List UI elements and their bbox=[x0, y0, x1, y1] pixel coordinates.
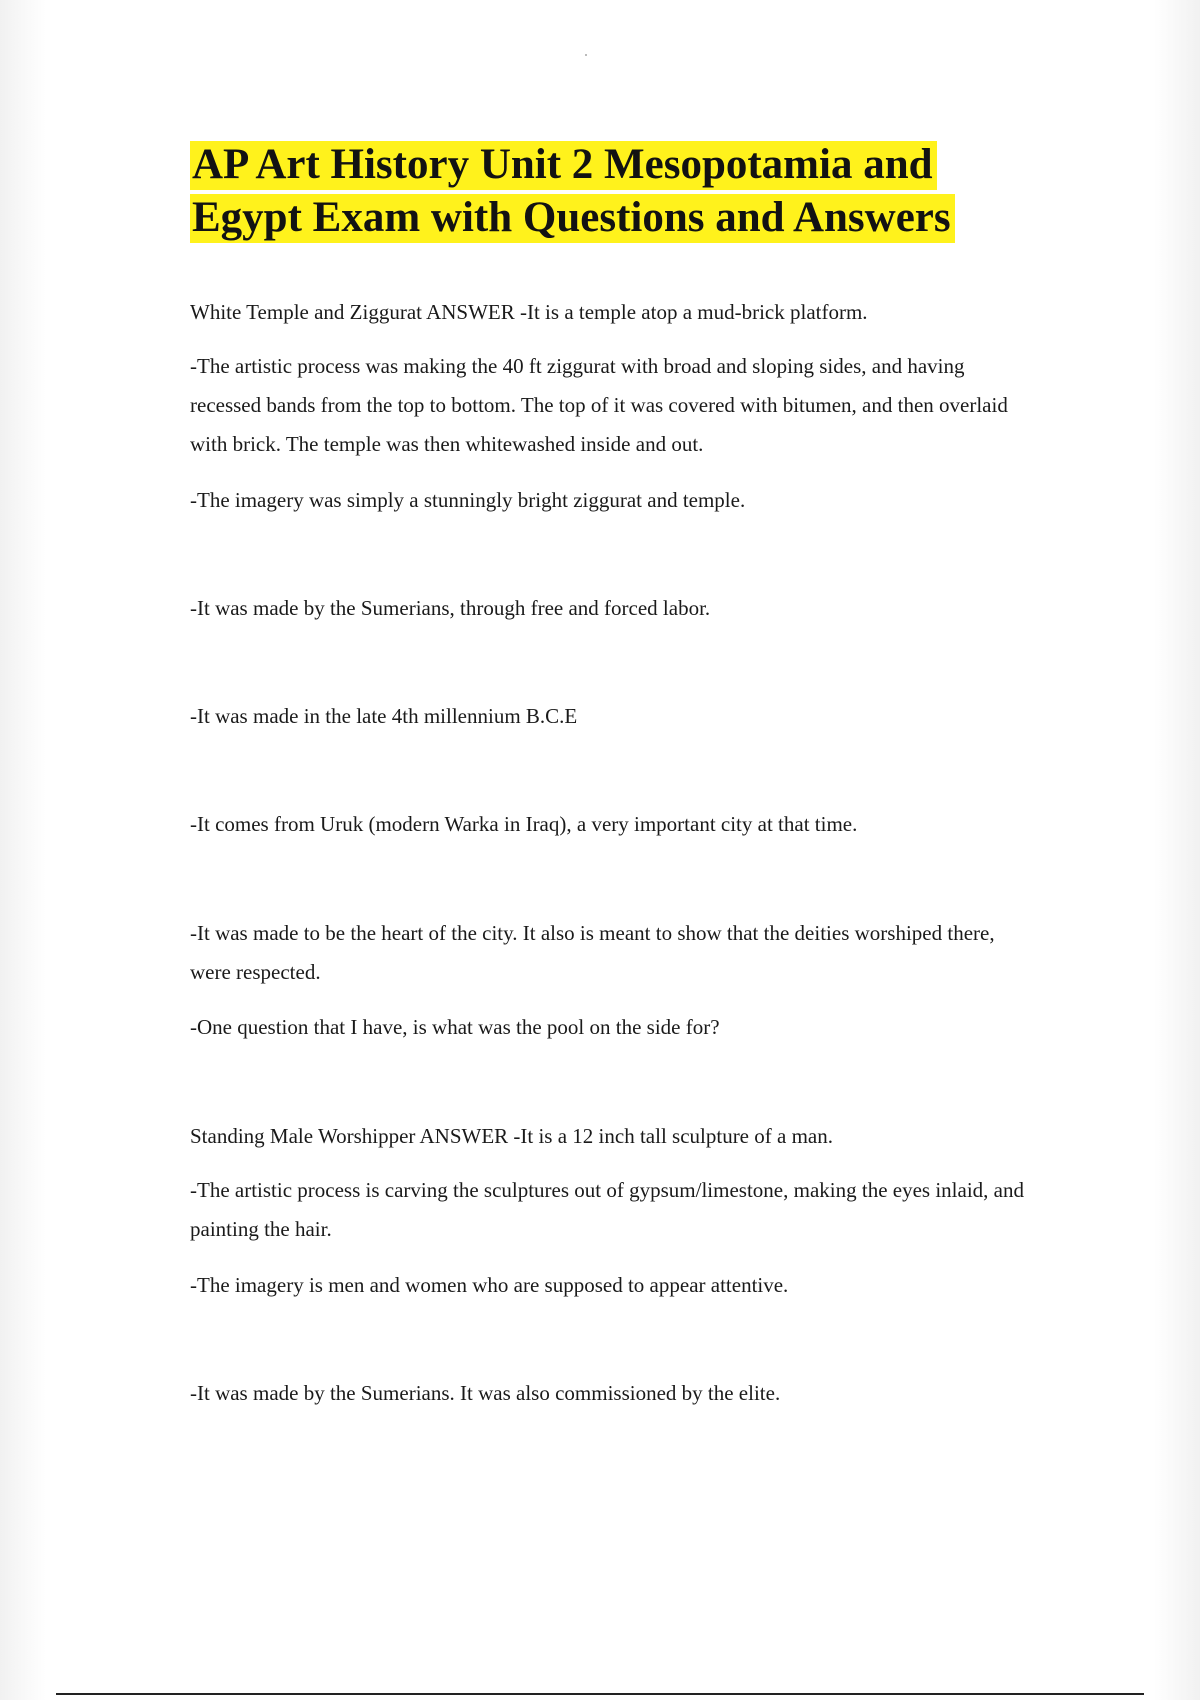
answer-paragraph: -It was made by the Sumerians, through free and forced labor. bbox=[190, 596, 711, 620]
answer-paragraph: -The imagery is men and women who are supposed to appear attentive. bbox=[190, 1273, 789, 1297]
title-block bbox=[190, 138, 1010, 244]
answer-paragraph: -It comes from Uruk (modern Warka in Iraq), a very important city at that time. bbox=[190, 812, 858, 836]
question-white-temple: White Temple and Ziggurat ANSWER -It is a temple atop a mud-brick platform. bbox=[190, 300, 868, 324]
answer-paragraph: -One question that I have, is what was the pool on the side for? bbox=[190, 1015, 720, 1039]
answer-paragraph: -It was made in the late 4th millennium B.C.E bbox=[190, 704, 578, 728]
title-line-2: Egypt Exam with Questions and Answers bbox=[190, 194, 955, 243]
title-line-1: AP Art History Unit 2 Mesopotamia and bbox=[190, 141, 937, 190]
answer-paragraph: -The imagery was simply a stunningly bright ziggurat and temple. bbox=[190, 488, 746, 512]
answer-paragraph: -The artistic process was making the 40 ft ziggurat with broad and sloping sides, and having recessed bands from the top to bottom. The top of it was covered with bitumen, and then overlaid with brick. The temple was then whitewashed inside and out. bbox=[190, 354, 1008, 456]
answer-paragraph: -It was made by the Sumerians. It was also commissioned by the elite. bbox=[190, 1381, 781, 1405]
footer-rule bbox=[56, 1693, 1144, 1695]
question-standing-male-worshipper: Standing Male Worshipper ANSWER -It is a 12 inch tall sculpture of a man. bbox=[190, 1124, 833, 1148]
page-shadow-left bbox=[0, 0, 46, 1700]
page-shadow-right bbox=[1154, 0, 1200, 1700]
answer-paragraph: -It was made to be the heart of the city. It also is meant to show that the deities worshiped there, were respected. bbox=[190, 921, 995, 984]
scan-speck bbox=[585, 54, 587, 56]
answer-paragraph: -The artistic process is carving the sculptures out of gypsum/limestone, making the eyes inlaid, and painting the hair. bbox=[190, 1178, 1024, 1241]
document-title bbox=[190, 138, 1010, 244]
